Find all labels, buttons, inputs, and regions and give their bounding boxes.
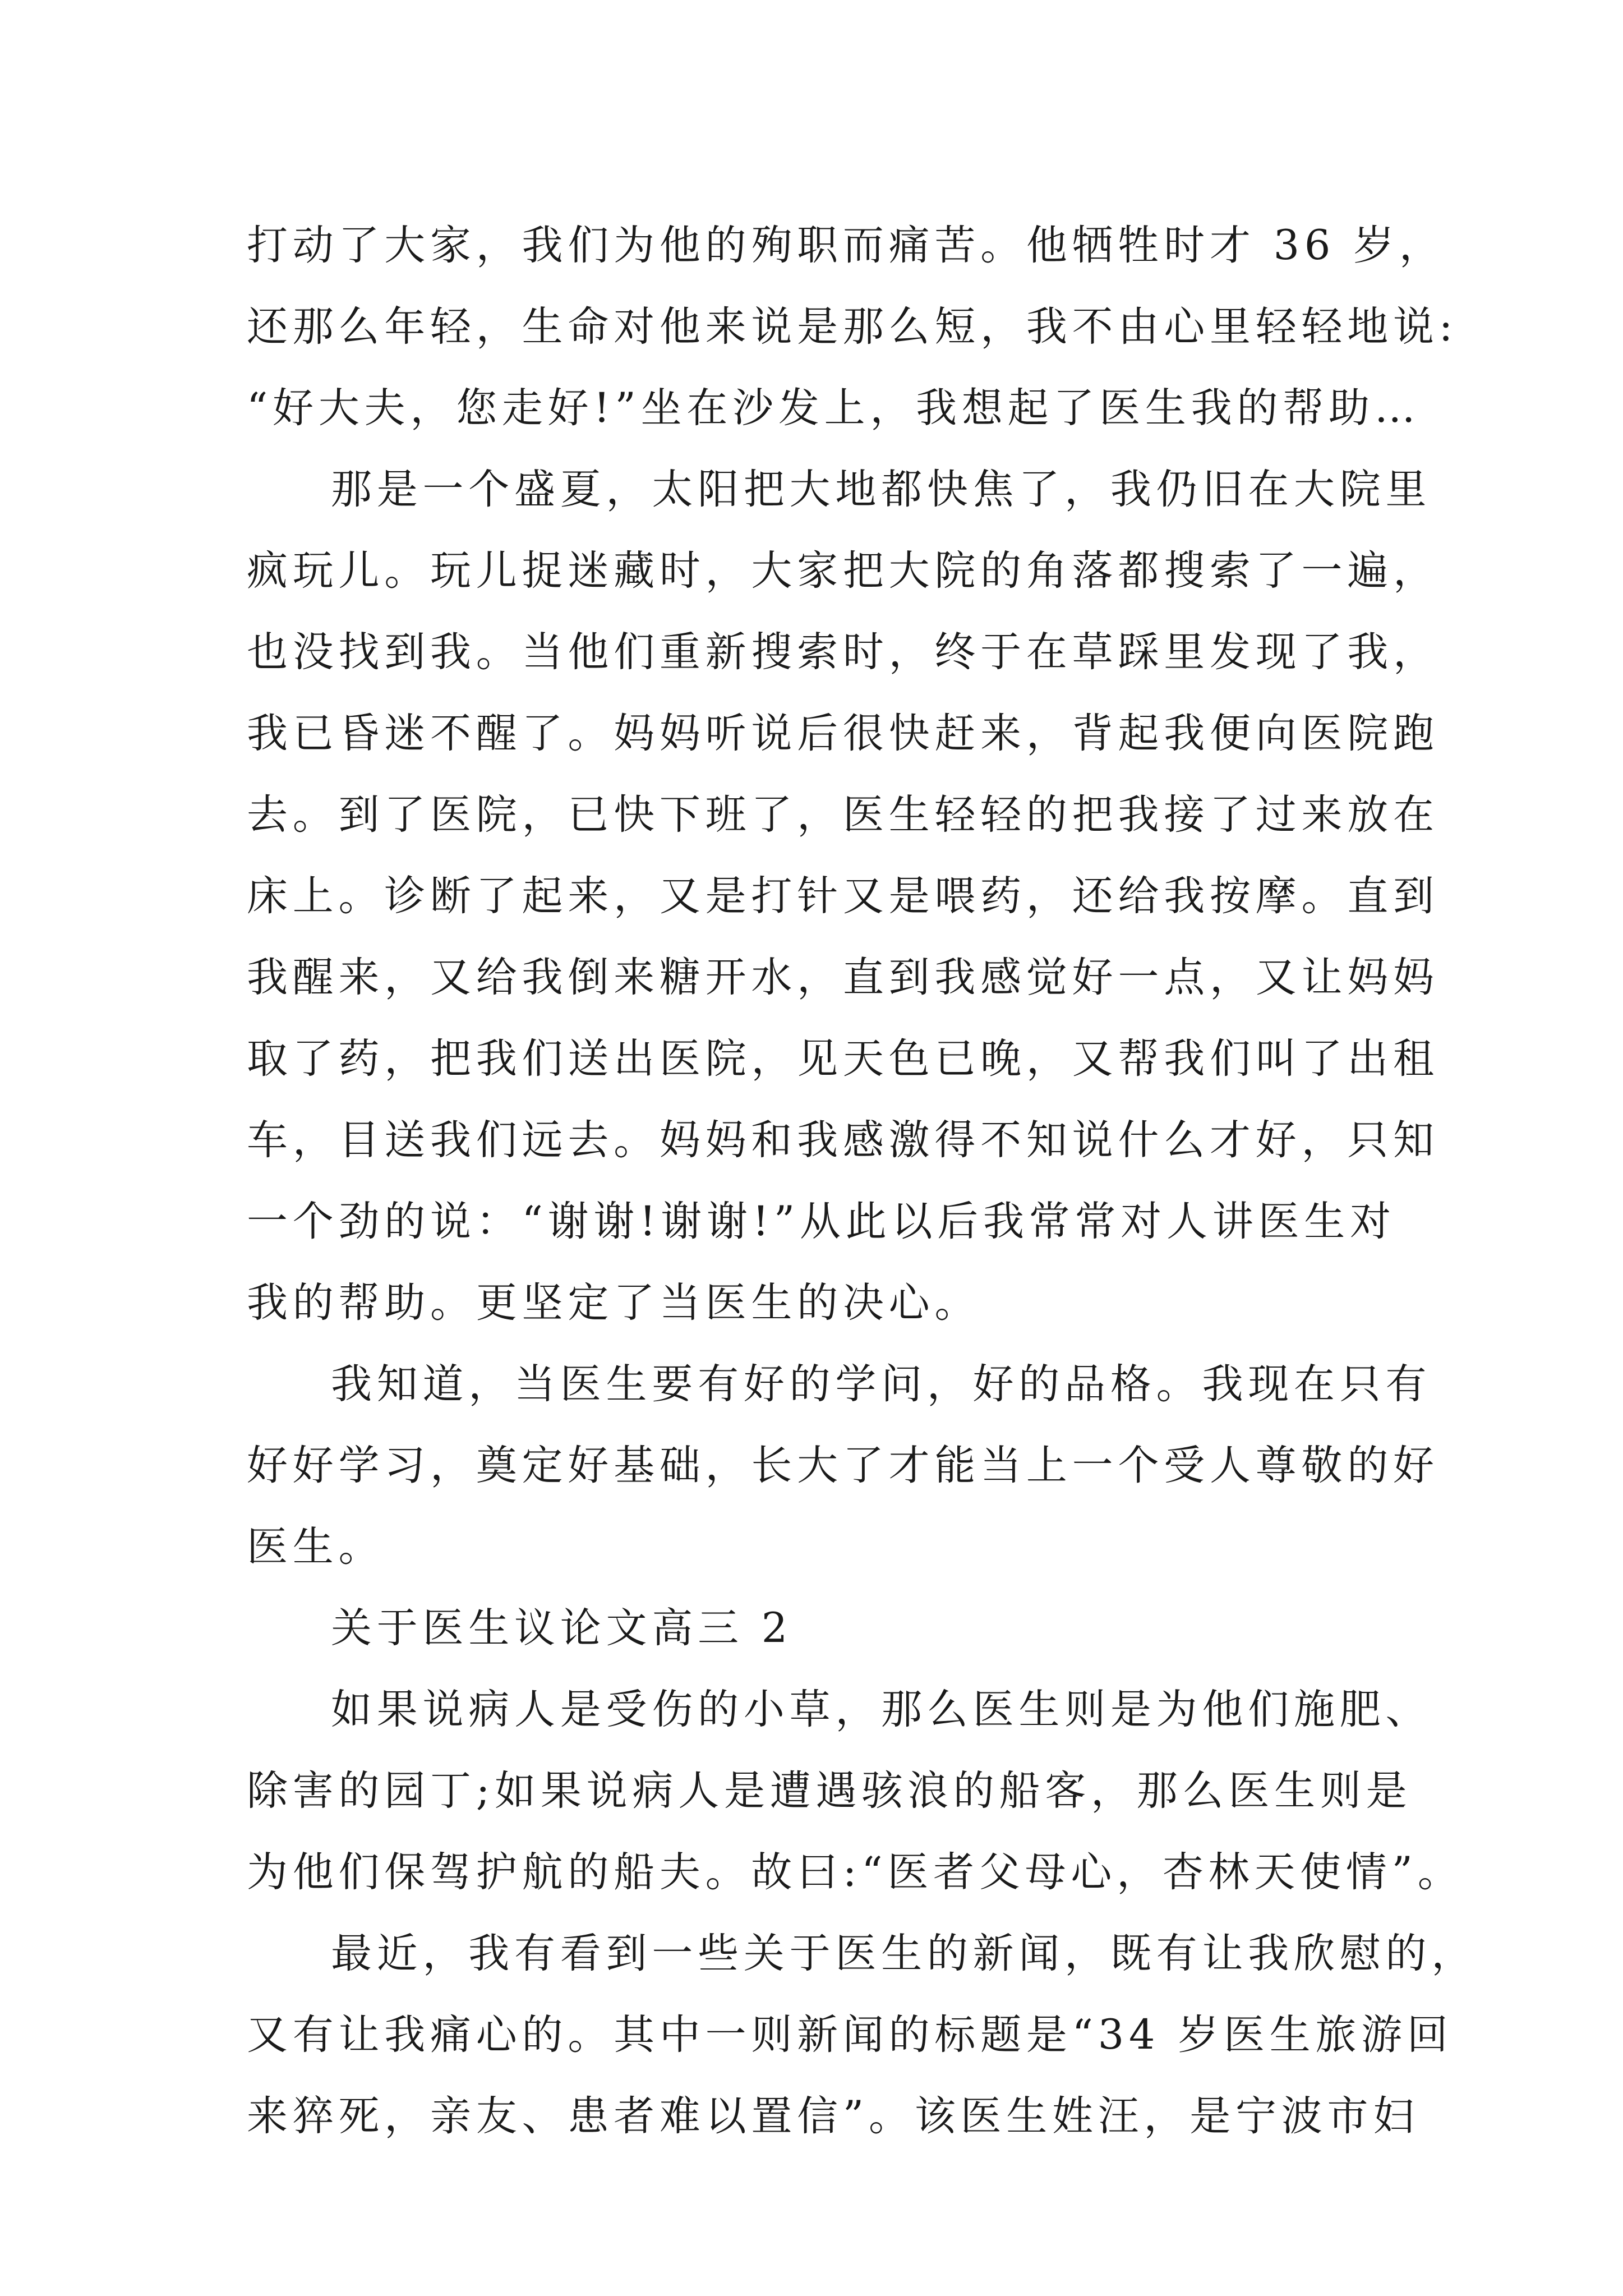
text-line: 打动了大家，我们为他的殉职而痛苦。他牺牲时才 36 岁， (247, 222, 1445, 269)
text-line: 为他们保驾护航的船夫。故曰:“医者父母心，杏林天使情”。 (247, 1848, 1464, 1896)
text-line: 我的帮助。更坚定了当医生的决心。 (247, 1279, 981, 1327)
text-line: 车，目送我们远去。妈妈和我感激得不知说什么才好，只知 (247, 1116, 1439, 1164)
paragraph-start-line: 我知道，当医生要有好的学问，好的品格。我现在只有 (331, 1360, 1432, 1408)
text-line: 也没找到我。当他们重新搜索时，终于在草踩里发现了我， (247, 628, 1439, 676)
text-line: 医生。 (247, 1523, 385, 1571)
section-heading: 关于医生议论文高三 2 (331, 1604, 793, 1652)
text-line: 取了药，把我们送出医院，见天色已晚，又帮我们叫了出租 (247, 1035, 1439, 1083)
text-line: 我已昏迷不醒了。妈妈听说后很快赶来，背起我便向医院跑 (247, 710, 1439, 757)
body-text (247, 205, 1477, 2157)
text-line: 又有让我痛心的。其中一则新闻的标题是“34 岁医生旅游回 (247, 2011, 1453, 2059)
paragraph-start-line: 那是一个盛夏，太阳把大地都快焦了，我仍旧在大院里 (331, 466, 1432, 513)
paragraph-start-line: 如果说病人是受伤的小草，那么医生则是为他们施肥、 (331, 1686, 1432, 1733)
paragraph-start-line: 最近，我有看到一些关于医生的新闻，既有让我欣慰的， (331, 1930, 1477, 1977)
text-line: “好大夫，您走好!”坐在沙发上，我想起了医生我的帮助… (247, 384, 1421, 432)
text-line: 疯玩儿。玩儿捉迷藏时，大家把大院的角落都搜索了一遍， (247, 547, 1439, 595)
text-line: 我醒来，又给我倒来糖开水，直到我感觉好一点，又让妈妈 (247, 954, 1439, 1001)
text-line: 来猝死，亲友、患者难以置信”。该医生姓汪，是宁波市妇 (247, 2092, 1419, 2140)
text-line: 还那么年轻，生命对他来说是那么短，我不由心里轻轻地说: (247, 303, 1458, 351)
text-line: 去。到了医院，已快下班了，医生轻轻的把我接了过来放在 (247, 791, 1439, 839)
text-line: 床上。诊断了起来，又是打针又是喂药，还给我按摩。直到 (247, 872, 1439, 920)
text-line: 好好学习，奠定好基础，长大了才能当上一个受人尊敬的好 (247, 1442, 1439, 1489)
text-line: 除害的园丁;如果说病人是遭遇骇浪的船客，那么医生则是 (247, 1767, 1412, 1815)
text-line: 一个劲的说：“谢谢!谢谢!”从此以后我常常对人讲医生对 (247, 1198, 1396, 1245)
